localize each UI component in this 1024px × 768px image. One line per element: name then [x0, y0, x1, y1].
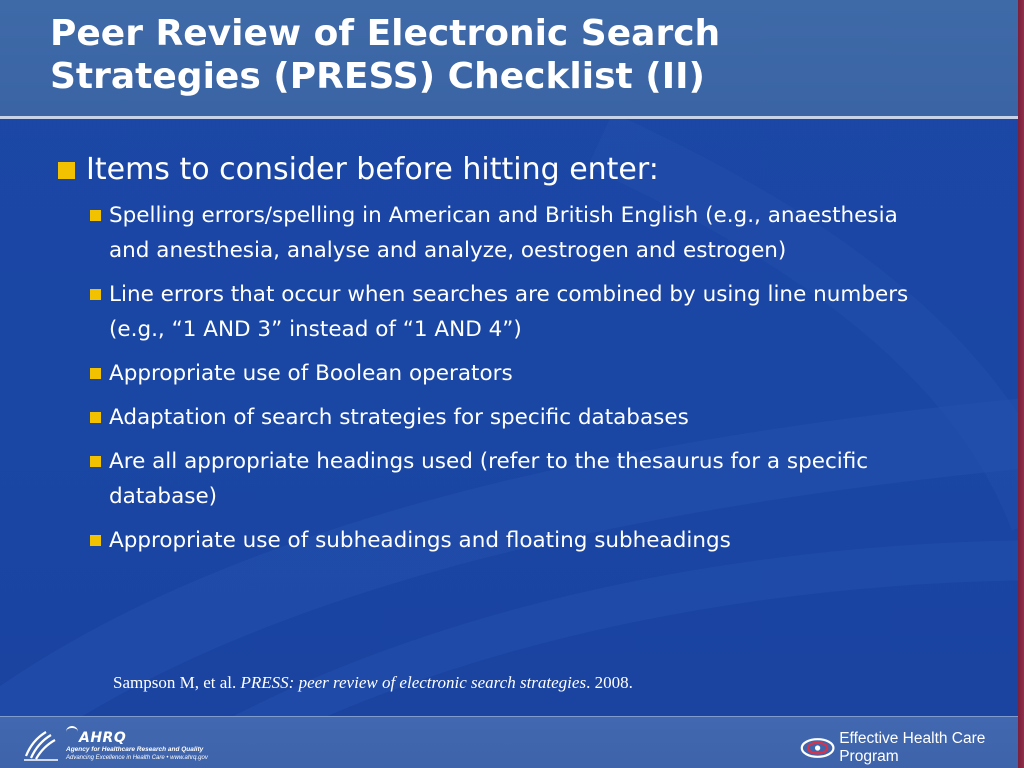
bullet-square-icon: [90, 412, 101, 423]
sub-bullet-text: Are all appropriate headings used (refer to the thesaurus for a specific database): [109, 449, 869, 509]
citation-year: . 2008.: [586, 673, 633, 692]
ehc-program-label: Effective Health Care Program: [839, 730, 986, 765]
bullet-square-icon: [90, 289, 101, 300]
ahrq-logo: [66, 726, 208, 746]
hhs-eagle-logo-icon: [20, 726, 60, 762]
ehc-swirl-icon: [800, 735, 835, 761]
sub-bullet-item: [90, 277, 958, 347]
sub-bullet-text: Line errors that occur when searches are combined by using line numbers (e.g., “1 AND 3” instead of “1 AND 4”): [109, 282, 909, 342]
sub-bullet-text: Adaptation of search strategies for specific databases: [109, 405, 689, 430]
sub-bullet-item: [90, 400, 958, 435]
sub-bullet-item: [90, 198, 958, 268]
bullet-square-icon: [90, 535, 101, 546]
sub-bullet-text: Spelling errors/spelling in American and British English (e.g., anaesthesia and anesthesia, analyse and analyze, oestrogen and estrogen): [109, 203, 898, 263]
bullet-content: [58, 150, 958, 567]
citation-work-title: PRESS: peer review of electronic search strategies: [240, 673, 587, 692]
ahrq-logo-block: [66, 726, 208, 762]
sub-bullet-item: [90, 523, 958, 558]
sub-bullet-item: [90, 444, 958, 514]
sub-bullet-list: [90, 198, 958, 558]
sub-bullet-text: Appropriate use of subheadings and floating subheadings: [109, 528, 731, 553]
bullet-square-icon: [90, 210, 101, 221]
citation: [113, 673, 633, 693]
ahrq-logo-text: AHRQ: [79, 730, 127, 746]
sub-bullet-text: Appropriate use of Boolean operators: [109, 361, 513, 386]
ahrq-arc-icon: [66, 726, 78, 736]
ahrq-tagline: Agency for Healthcare Research and Quality: [66, 746, 204, 753]
ahrq-tagline-secondary: Advancing Excellence in Health Care • www.ahrq.gov: [66, 755, 208, 761]
bullet-square-icon: [90, 456, 101, 467]
slide-title: [50, 12, 1000, 98]
title-line-1: Peer Review of Electronic Search: [50, 13, 721, 54]
bullet-square-icon: [58, 162, 75, 179]
citation-authors: Sampson M, et al.: [113, 673, 237, 692]
title-divider: [0, 116, 1024, 119]
bullet-square-icon: [90, 368, 101, 379]
sub-bullet-item: [90, 356, 958, 391]
main-bullet-text: Items to consider before hitting enter:: [86, 152, 659, 187]
effective-health-care-logo: [800, 730, 1024, 766]
main-bullet: [58, 150, 958, 190]
right-edge-accent: [1018, 0, 1024, 768]
title-line-2: Strategies (PRESS) Checklist (II): [50, 56, 705, 97]
